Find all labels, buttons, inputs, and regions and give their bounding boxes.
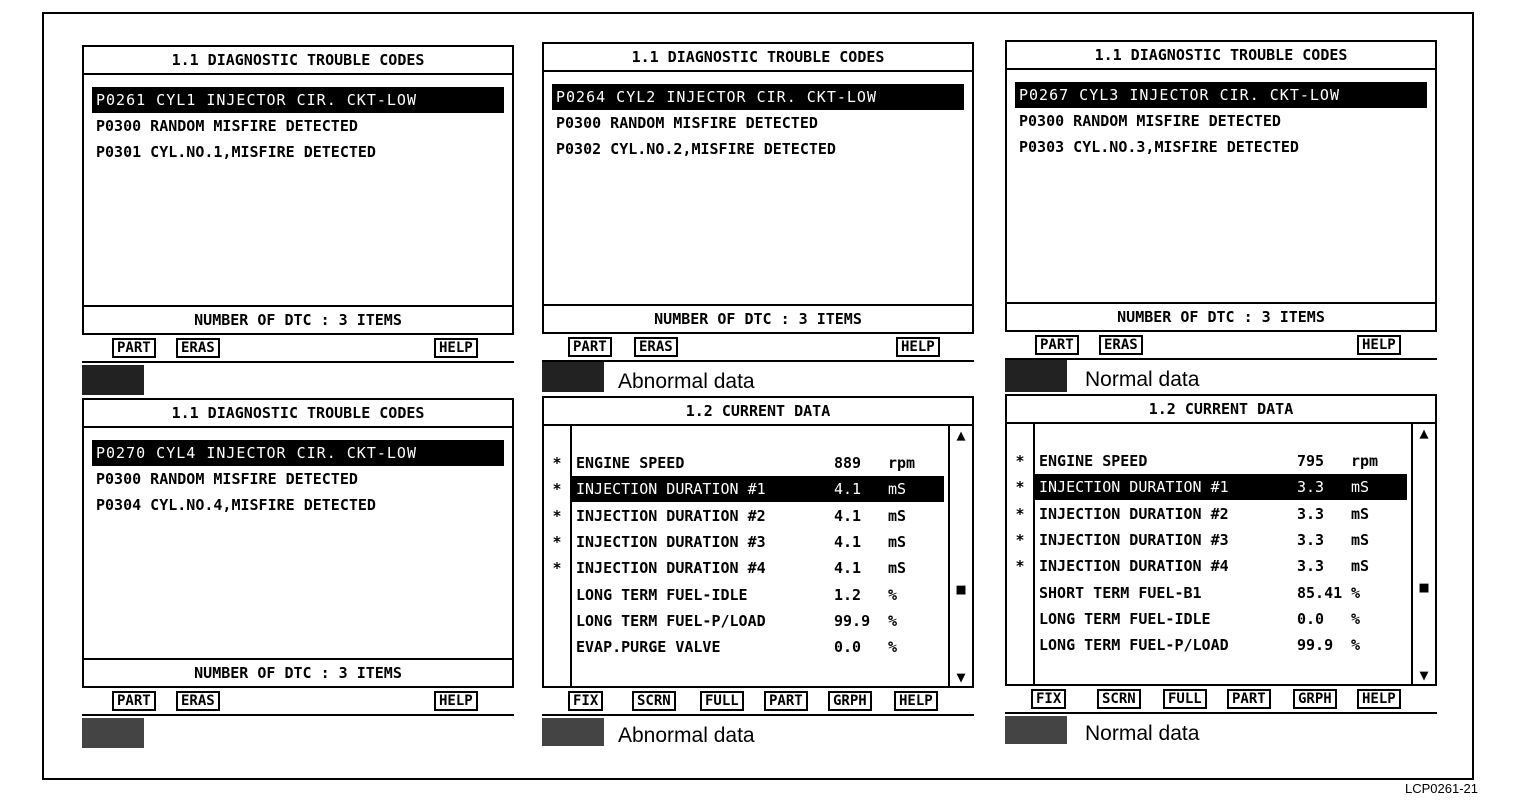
scroll-thumb[interactable]: ■ <box>956 580 966 598</box>
changed-marker: * <box>552 532 562 551</box>
marker-block <box>82 365 144 395</box>
dtc-line-selected[interactable]: P0270 CYL4 INJECTOR CIR. CKT-LOW <box>92 440 504 466</box>
current-data-screen <box>542 396 974 688</box>
scroll-down-icon[interactable]: ▼ <box>1419 666 1429 684</box>
grph-button[interactable]: GRPH <box>828 691 872 711</box>
full-button[interactable]: FULL <box>700 691 744 711</box>
dtc-line[interactable]: P0302 CYL.NO.2,MISFIRE DETECTED <box>556 140 836 158</box>
screen-title: 1.2 CURRENT DATA <box>544 398 972 426</box>
data-row[interactable] <box>1035 632 1407 658</box>
data-item-name: INJECTION DURATION #3 <box>1039 530 1229 549</box>
eras-button[interactable]: ERAS <box>634 337 678 357</box>
data-item-unit: rpm <box>1351 452 1379 470</box>
dtc-line-selected[interactable]: P0261 CYL1 INJECTOR CIR. CKT-LOW <box>92 87 504 113</box>
screen-title: 1.1 DIAGNOSTIC TROUBLE CODES <box>84 47 512 75</box>
eras-button[interactable]: ERAS <box>1099 335 1143 355</box>
dtc-list <box>92 440 504 518</box>
data-item-name: LONG TERM FUEL-P/LOAD <box>576 611 766 630</box>
dtc-count: NUMBER OF DTC : 3 ITEMS <box>1117 308 1325 326</box>
data-row-selected[interactable] <box>572 476 944 502</box>
screen-title: 1.1 DIAGNOSTIC TROUBLE CODES <box>84 400 512 428</box>
divider <box>542 360 974 362</box>
dtc-line-selected[interactable]: P0264 CYL2 INJECTOR CIR. CKT-LOW <box>552 84 964 110</box>
part-button[interactable]: PART <box>1035 335 1079 355</box>
help-button[interactable]: HELP <box>896 337 940 357</box>
data-row[interactable] <box>1035 501 1407 527</box>
current-data-screen <box>1005 394 1437 686</box>
help-button[interactable]: HELP <box>1357 689 1401 709</box>
scrollbar[interactable] <box>1411 422 1435 686</box>
data-item-value: 3.3 <box>1297 557 1325 576</box>
dtc-line-selected[interactable]: P0267 CYL3 INJECTOR CIR. CKT-LOW <box>1015 82 1427 108</box>
data-item-unit: % <box>888 585 898 604</box>
changed-marker: * <box>552 506 562 525</box>
divider <box>542 714 974 716</box>
data-item-value: 85.41 <box>1297 583 1343 602</box>
scrn-button[interactable]: SCRN <box>1097 689 1141 709</box>
data-item-name: ENGINE SPEED <box>576 454 685 472</box>
divider <box>82 714 514 716</box>
fix-button[interactable]: FIX <box>568 691 603 711</box>
scrn-button[interactable]: SCRN <box>632 691 676 711</box>
data-item-name: INJECTION DURATION #3 <box>576 532 766 551</box>
data-item-name: INJECTION DURATION #4 <box>576 559 766 578</box>
data-row[interactable] <box>572 450 944 476</box>
divider <box>1005 712 1437 714</box>
part-button[interactable]: PART <box>568 337 612 357</box>
changed-marker: * <box>1015 452 1025 470</box>
changed-marker: * <box>552 559 562 578</box>
data-row[interactable] <box>1035 606 1407 632</box>
count-bar <box>542 306 974 334</box>
grph-button[interactable]: GRPH <box>1293 689 1337 709</box>
data-item-value: 4.1 <box>834 559 862 578</box>
data-item-unit: % <box>1351 609 1361 628</box>
data-item-name: INJECTION DURATION #1 <box>576 480 766 499</box>
function-keys <box>542 334 974 360</box>
data-row[interactable] <box>572 503 944 529</box>
data-row[interactable] <box>572 582 944 608</box>
dtc-screen <box>82 45 514 307</box>
data-item-value: 3.3 <box>1297 478 1325 497</box>
data-row[interactable] <box>1035 527 1407 553</box>
count-bar <box>82 660 514 688</box>
data-item-value: 0.0 <box>1297 609 1325 628</box>
dtc-count: NUMBER OF DTC : 3 ITEMS <box>194 311 402 329</box>
data-row[interactable] <box>572 608 944 634</box>
divider <box>82 361 514 363</box>
data-row-selected[interactable] <box>1035 474 1407 500</box>
changed-marker: * <box>552 480 562 499</box>
part-button[interactable]: PART <box>112 338 156 358</box>
data-item-unit: mS <box>1351 504 1370 523</box>
data-item-unit: mS <box>1351 557 1370 576</box>
data-item-unit: % <box>1351 636 1361 655</box>
data-row[interactable] <box>572 555 944 581</box>
data-row[interactable] <box>1035 448 1407 474</box>
full-button[interactable]: FULL <box>1163 689 1207 709</box>
data-item-value: 99.9 <box>1297 636 1334 655</box>
help-button[interactable]: HELP <box>434 338 478 358</box>
changed-marker: * <box>1015 478 1025 497</box>
data-item-value: 3.3 <box>1297 504 1325 523</box>
data-item-name: LONG TERM FUEL-IDLE <box>1039 609 1211 628</box>
dtc-list <box>1015 82 1427 160</box>
eras-button[interactable]: ERAS <box>176 691 220 711</box>
data-item-value: 0.0 <box>834 638 862 657</box>
marker-block <box>82 718 144 748</box>
dtc-line[interactable]: P0300 RANDOM MISFIRE DETECTED <box>96 470 358 488</box>
data-item-name: EVAP.PURGE VALVE <box>576 638 721 657</box>
screen-title: 1.1 DIAGNOSTIC TROUBLE CODES <box>1007 42 1435 70</box>
data-item-value: 889 <box>834 454 862 472</box>
eras-button[interactable]: ERAS <box>176 338 220 358</box>
dtc-line[interactable]: P0300 RANDOM MISFIRE DETECTED <box>1019 112 1281 130</box>
data-item-name: LONG TERM FUEL-IDLE <box>576 585 748 604</box>
data-item-unit: mS <box>1351 478 1370 497</box>
part-button[interactable]: PART <box>112 691 156 711</box>
data-item-unit: % <box>1351 583 1361 602</box>
dtc-screen <box>542 42 974 306</box>
data-item-name: INJECTION DURATION #2 <box>1039 504 1229 523</box>
changed-marker: * <box>1015 557 1025 576</box>
data-item-name: INJECTION DURATION #1 <box>1039 478 1229 497</box>
data-item-name: ENGINE SPEED <box>1039 452 1148 470</box>
scroll-thumb[interactable]: ■ <box>1419 578 1429 596</box>
help-button[interactable]: HELP <box>1357 335 1401 355</box>
dtc-line[interactable]: P0301 CYL.NO.1,MISFIRE DETECTED <box>96 143 376 161</box>
data-row[interactable] <box>572 634 944 660</box>
caption: Normal data <box>1085 722 1200 745</box>
help-button[interactable]: HELP <box>434 691 478 711</box>
data-item-value: 99.9 <box>834 611 871 630</box>
marker-block <box>542 718 604 746</box>
data-item-unit: mS <box>888 480 907 499</box>
caption: Abnormal data <box>618 724 755 747</box>
data-item-name: INJECTION DURATION #4 <box>1039 557 1229 576</box>
dtc-count: NUMBER OF DTC : 3 ITEMS <box>654 310 862 328</box>
data-item-value: 4.1 <box>834 506 862 525</box>
data-item-unit: rpm <box>888 454 916 472</box>
dtc-screen <box>82 398 514 660</box>
data-item-unit: % <box>888 611 898 630</box>
changed-marker: * <box>1015 504 1025 523</box>
dtc-count: NUMBER OF DTC : 3 ITEMS <box>194 664 402 682</box>
fix-button[interactable]: FIX <box>1031 689 1066 709</box>
screen-title: 1.1 DIAGNOSTIC TROUBLE CODES <box>544 44 972 72</box>
function-keys <box>1005 332 1437 358</box>
count-bar <box>1005 304 1437 332</box>
dtc-line[interactable]: P0304 CYL.NO.4,MISFIRE DETECTED <box>96 496 376 514</box>
dtc-line[interactable]: P0300 RANDOM MISFIRE DETECTED <box>556 114 818 132</box>
function-keys <box>82 335 514 361</box>
data-item-value: 4.1 <box>834 480 862 499</box>
part-button[interactable]: PART <box>1227 689 1271 709</box>
data-row[interactable] <box>1035 553 1407 579</box>
data-item-value: 3.3 <box>1297 530 1325 549</box>
data-item-unit: mS <box>888 532 907 551</box>
scroll-up-icon[interactable]: ▲ <box>956 426 966 444</box>
data-item-unit: mS <box>1351 530 1370 549</box>
data-row[interactable] <box>572 529 944 555</box>
screen-title: 1.2 CURRENT DATA <box>1007 396 1435 424</box>
data-item-name: INJECTION DURATION #2 <box>576 506 766 525</box>
figure-id: LCP0261-21 <box>1405 781 1478 796</box>
dtc-screen <box>1005 40 1437 304</box>
data-item-name: LONG TERM FUEL-P/LOAD <box>1039 636 1229 655</box>
marker-block <box>1005 716 1067 744</box>
data-item-unit: mS <box>888 506 907 525</box>
data-item-unit: mS <box>888 559 907 578</box>
function-keys <box>1005 686 1437 712</box>
caption: Normal data <box>1085 368 1200 391</box>
data-row[interactable] <box>1035 580 1407 606</box>
part-button[interactable]: PART <box>764 691 808 711</box>
data-item-value: 1.2 <box>834 585 862 604</box>
dtc-line[interactable]: P0300 RANDOM MISFIRE DETECTED <box>96 117 358 135</box>
changed-marker: * <box>552 454 562 472</box>
marker-block <box>542 362 604 392</box>
scroll-up-icon[interactable]: ▲ <box>1419 424 1429 442</box>
changed-marker: * <box>1015 530 1025 549</box>
function-keys <box>542 688 974 714</box>
data-item-unit: % <box>888 638 898 657</box>
count-bar <box>82 307 514 335</box>
divider <box>1005 358 1437 360</box>
function-keys <box>82 688 514 714</box>
scrollbar[interactable] <box>948 424 972 688</box>
scroll-down-icon[interactable]: ▼ <box>956 668 966 686</box>
marker-block <box>1005 360 1067 392</box>
dtc-list <box>552 84 964 162</box>
data-item-name: SHORT TERM FUEL-B1 <box>1039 583 1202 602</box>
dtc-line[interactable]: P0303 CYL.NO.3,MISFIRE DETECTED <box>1019 138 1299 156</box>
help-button[interactable]: HELP <box>894 691 938 711</box>
data-item-value: 4.1 <box>834 532 862 551</box>
dtc-list <box>92 87 504 165</box>
caption: Abnormal data <box>618 370 755 393</box>
data-item-value: 795 <box>1297 452 1325 470</box>
